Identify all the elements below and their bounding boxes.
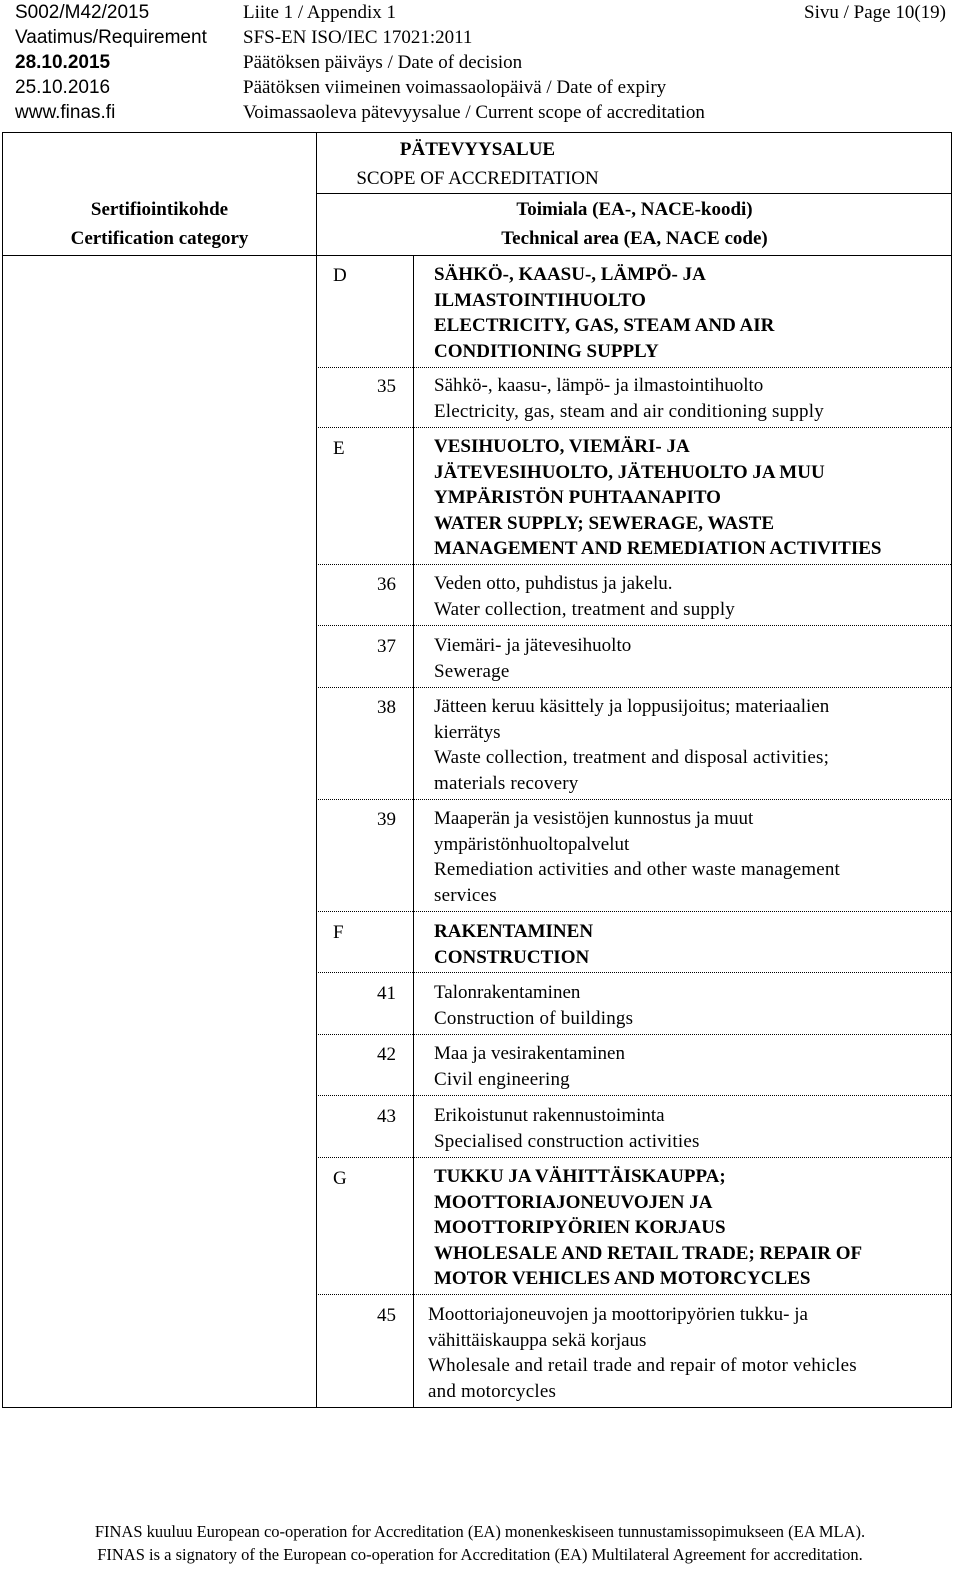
row-divider (316, 367, 951, 368)
appendix-label: Liite 1 / Appendix 1 (243, 2, 397, 23)
row-divider (316, 1157, 951, 1158)
scope-title-fi: PÄTEVYYSALUE (399, 139, 556, 160)
description-fi: Maa ja vesirakentaminen (434, 1043, 625, 1064)
title-line: WATER SUPPLY; SEWERAGE, WASTE (434, 512, 774, 534)
description-fi: kierrätys (434, 721, 501, 743)
header-row (0, 25, 960, 50)
code-description (434, 694, 939, 796)
page-header (0, 0, 960, 125)
website-link[interactable]: www.finas.fi (15, 102, 116, 123)
section-title (434, 1164, 939, 1292)
description-fi: Veden otto, puhdistus ja jakelu. (434, 573, 673, 594)
code-description (434, 806, 939, 908)
code-number: 35 (377, 376, 396, 397)
requirement-label: Vaatimus/Requirement (15, 27, 207, 48)
title-line: VESIHUOLTO, VIEMÄRI- JA (434, 436, 690, 457)
column-divider (316, 133, 317, 1407)
category-header-fi: Sertifiointikohde (90, 199, 229, 220)
description-en: Remediation activities and other waste management (434, 859, 841, 880)
description-en: and motorcycles (428, 1380, 557, 1402)
description-fi: Moottoriajoneuvojen ja moottoripyörien tukku- ja (428, 1304, 808, 1325)
title-line: MANAGEMENT AND REMEDIATION ACTIVITIES (434, 538, 882, 559)
title-line: YMPÄRISTÖN PUHTAANAPITO (434, 487, 721, 508)
description-en: Wholesale and retail trade and repair of motor vehicles (428, 1355, 857, 1376)
code-number: 38 (377, 697, 396, 718)
code-number: 39 (377, 809, 396, 830)
section-letter: E (333, 438, 345, 459)
description-fi: Talonrakentaminen (434, 982, 581, 1003)
header-divider (316, 193, 951, 194)
header-row (0, 100, 960, 125)
decision-date-label: Päätöksen päiväys / Date of decision (243, 52, 523, 73)
title-line: JÄTEVESIHUOLTO, JÄTEHUOLTO JA MUU (434, 461, 825, 483)
code-number: 36 (377, 574, 396, 595)
title-line: MOOTTORIPYÖRIEN KORJAUS (434, 1217, 726, 1238)
row-divider (316, 911, 951, 912)
footer-line-en: FINAS is a signatory of the European co-operation for Accreditation (EA) Multilateral Agreement for accreditation. (97, 1545, 863, 1564)
row-divider (316, 427, 951, 428)
section-title (434, 434, 939, 562)
code-description (428, 1302, 943, 1404)
description-fi: Sähkö-, kaasu-, lämpö- ja ilmastointihuolto (434, 375, 764, 396)
description-fi: Erikoistunut rakennustoiminta (434, 1105, 665, 1126)
header-row (0, 0, 960, 25)
title-line: RAKENTAMINEN (434, 921, 594, 942)
code-number: 43 (377, 1106, 396, 1127)
requirement-standard: SFS-EN ISO/IEC 17021:2011 (243, 27, 473, 48)
title-line: SÄHKÖ-, KAASU-, LÄMPÖ- JA (434, 264, 706, 285)
row-divider (316, 564, 951, 565)
document-code: S002/M42/2015 (15, 2, 150, 23)
row-divider (316, 1095, 951, 1096)
code-number: 37 (377, 636, 396, 657)
title-line: MOOTTORIAJONEUVOJEN JA (434, 1191, 713, 1213)
description-fi: Viemäri- ja jätevesihuolto (434, 635, 632, 656)
row-divider (316, 1034, 951, 1035)
header-divider (3, 255, 951, 256)
description-fi: ympäristönhuoltopalvelut (434, 833, 630, 855)
description-en: Electricity, gas, steam and air conditioning supply (434, 400, 824, 422)
description-fi: vähittäiskauppa sekä korjaus (428, 1329, 647, 1351)
code-number: 45 (377, 1305, 396, 1326)
decision-date: 28.10.2015 (15, 52, 111, 73)
title-line: CONSTRUCTION (434, 946, 590, 968)
code-number: 41 (377, 983, 396, 1004)
title-line: CONDITIONING SUPPLY (434, 340, 659, 362)
description-en: Specialised construction activities (434, 1130, 700, 1152)
description-en: services (434, 884, 497, 906)
description-en: Construction of buildings (434, 1007, 634, 1029)
description-en: Sewerage (434, 660, 510, 682)
code-description (434, 1103, 939, 1154)
code-description (434, 373, 939, 424)
row-divider (316, 972, 951, 973)
section-letter: F (333, 922, 344, 943)
header-row (0, 75, 960, 100)
row-divider (316, 799, 951, 800)
footer-line-fi: FINAS kuuluu European co-operation for Accreditation (EA) monenkeskiseen tunnustamissopimukseen (EA MLA). (94, 1522, 866, 1541)
title-line: ILMASTOINTIHUOLTO (434, 289, 646, 311)
row-divider (316, 1294, 951, 1295)
section-title (434, 262, 939, 364)
title-line: TUKKU JA VÄHITTÄISKAUPPA; (434, 1166, 726, 1187)
description-en: Water collection, treatment and supply (434, 598, 735, 620)
description-en: Waste collection, treatment and disposal activities; (434, 747, 830, 768)
page-number: Sivu / Page 10(19) (804, 2, 946, 23)
area-header-en: Technical area (EA, NACE code) (501, 228, 768, 249)
section-title (434, 919, 939, 970)
title-line: ELECTRICITY, GAS, STEAM AND AIR (434, 315, 775, 336)
expiry-date: 25.10.2016 (15, 77, 111, 98)
row-divider (316, 687, 951, 688)
section-letter: D (333, 265, 347, 286)
category-header-en: Certification category (70, 228, 249, 249)
code-description (434, 980, 939, 1031)
header-row (0, 50, 960, 75)
description-en: materials recovery (434, 772, 579, 794)
code-description (434, 1041, 939, 1092)
code-description (434, 633, 939, 684)
scope-title-en: SCOPE OF ACCREDITATION (356, 168, 599, 189)
area-header-fi: Toimiala (EA-, NACE-koodi) (516, 199, 753, 220)
description-fi: Maaperän ja vesistöjen kunnostus ja muut (434, 808, 754, 829)
scope-table (2, 132, 952, 1408)
scope-label: Voimassaoleva pätevyysalue / Current scope of accreditation (243, 102, 705, 123)
expiry-date-label: Päätöksen viimeinen voimassaolopäivä / Date of expiry (243, 77, 667, 98)
code-number: 42 (377, 1044, 396, 1065)
title-line: MOTOR VEHICLES AND MOTORCYCLES (434, 1268, 811, 1289)
title-line: WHOLESALE AND RETAIL TRADE; REPAIR OF (434, 1242, 863, 1264)
description-fi: Jätteen keruu käsittely ja loppusijoitus; materiaalien (434, 696, 830, 717)
section-letter: G (333, 1168, 347, 1189)
description-en: Civil engineering (434, 1068, 570, 1090)
code-description (434, 571, 939, 622)
row-divider (316, 625, 951, 626)
